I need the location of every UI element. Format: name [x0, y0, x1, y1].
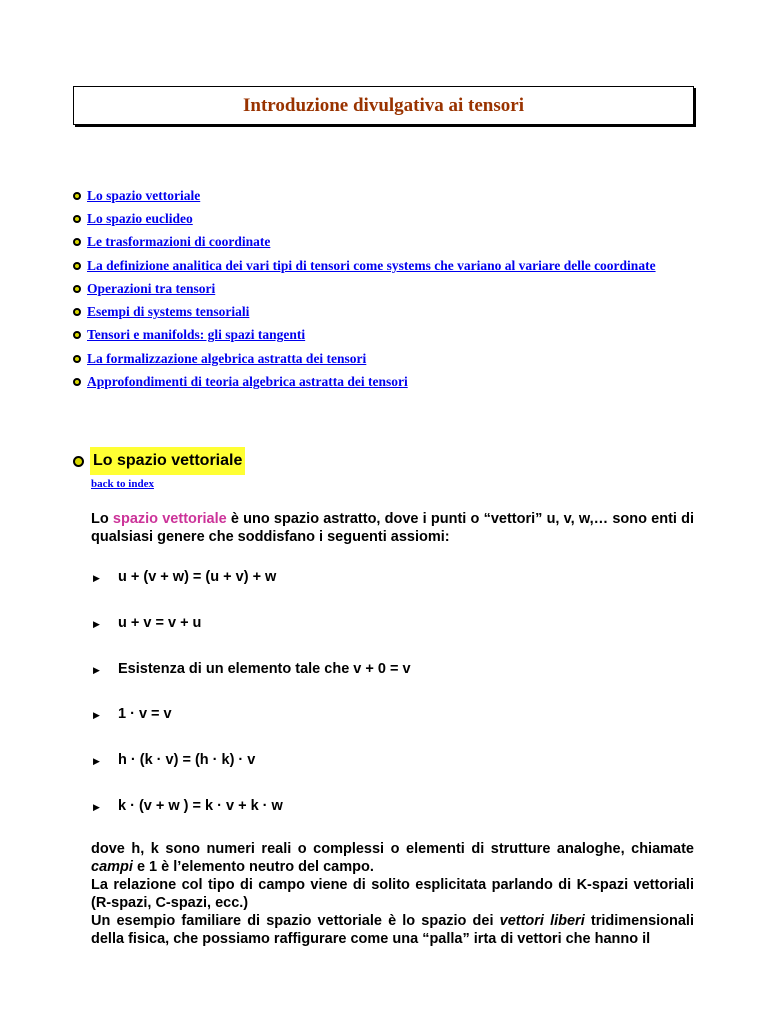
body-paragraphs [91, 840, 694, 948]
axiom-text: u + (v + w) = (u + v) + w [118, 569, 277, 585]
toc-item [73, 347, 656, 370]
paragraph [91, 840, 694, 876]
toc-link[interactable]: La formalizzazione algebrica astratta dei tensori [87, 350, 367, 366]
toc-link[interactable]: Approfondimenti di teoria algebrica astratta dei tensori [87, 374, 408, 390]
axiom-item [93, 569, 411, 615]
toc-link[interactable]: Lo spazio vettoriale [87, 187, 201, 203]
toc-link[interactable]: Esempi di systems tensoriali [87, 304, 250, 320]
back-to-index-link[interactable]: back to index [91, 478, 154, 490]
toc-item [73, 254, 656, 277]
toc-item [73, 277, 656, 300]
arrow-bullet-icon: ▶ [93, 664, 100, 675]
page-title: Introduzione divulgativa ai tensori [243, 94, 524, 116]
section-title: Lo spazio vettoriale [90, 447, 245, 475]
circle-bullet-icon [73, 192, 81, 200]
toc-item [73, 231, 656, 254]
arrow-bullet-icon: ▶ [93, 710, 100, 721]
axiom-text: h · (k · v) = (h · k) · v [118, 752, 256, 769]
axiom-item [93, 798, 411, 844]
arrow-bullet-icon: ▶ [93, 573, 100, 583]
intro-text-post: è uno spazio astratto, dove i punti o “vettori” u, v, w,… sono enti di qualsiasi genere che soddisfano i seguenti assiomi: [91, 511, 695, 545]
axiom-text: u + v = v + u [118, 614, 202, 631]
emphasis: campi [91, 859, 133, 875]
term-highlight: spazio vettoriale [112, 511, 227, 527]
axiom-item [93, 752, 411, 798]
circle-bullet-icon [73, 215, 81, 223]
toc-item [73, 324, 656, 347]
arrow-bullet-icon: ▶ [93, 756, 100, 767]
arrow-bullet-icon: ▶ [93, 801, 100, 812]
paragraph [91, 912, 694, 948]
toc-item [73, 300, 656, 323]
paragraph-text: dove h, k sono numeri reali o complessi o elementi di strutture analoghe, chiamate [91, 841, 694, 857]
section-heading [73, 447, 245, 475]
toc-item [73, 370, 656, 393]
axiom-item [93, 706, 411, 752]
table-of-contents [73, 184, 656, 394]
axiom-text: Esistenza di un elemento tale che v + 0 = v [118, 660, 411, 677]
circle-bullet-icon [73, 238, 81, 246]
circle-bullet-icon [73, 331, 81, 339]
toc-link[interactable]: Lo spazio euclideo [87, 210, 193, 226]
title-box [73, 86, 694, 125]
axiom-item [93, 615, 411, 661]
intro-text-pre: Lo [91, 511, 113, 527]
circle-bullet-icon [73, 378, 81, 386]
toc-item [73, 184, 656, 207]
axiom-list [93, 569, 411, 844]
paragraph-text: tridimensionali della fisica, che possiamo raffigurare come una “palla” irta di vettori che hanno il [91, 913, 694, 947]
circle-bullet-icon [73, 262, 81, 270]
toc-item [73, 207, 656, 230]
toc-link[interactable]: Le trasformazioni di coordinate [87, 234, 271, 250]
arrow-bullet-icon: ▶ [93, 618, 100, 629]
axiom-text: k · (v + w ) = k · v + k · w [118, 797, 283, 814]
circle-bullet-icon [73, 285, 81, 293]
toc-link[interactable]: La definizione analitica dei vari tipi di tensori come systems che variano al variare delle coordinate [87, 257, 656, 273]
axiom-item [93, 661, 411, 707]
emphasis: vettori liberi [499, 913, 585, 929]
toc-link[interactable]: Tensori e manifolds: gli spazi tangenti [87, 327, 306, 343]
paragraph-text: Un esempio familiare di spazio vettoriale è lo spazio dei [91, 913, 500, 929]
axiom-text: 1 · v = v [118, 706, 172, 723]
circle-bullet-icon [73, 355, 81, 363]
toc-link[interactable]: Operazioni tra tensori [87, 280, 216, 296]
paragraph: La relazione col tipo di campo viene di solito esplicitata parlando di K-spazi vettoriali (R-spazi, C-spazi, ecc.) [91, 877, 694, 911]
circle-bullet-icon [73, 456, 84, 467]
intro-paragraph [91, 510, 694, 546]
paragraph-text: e 1 è l’elemento neutro del campo. [132, 859, 374, 875]
circle-bullet-icon [73, 308, 81, 316]
